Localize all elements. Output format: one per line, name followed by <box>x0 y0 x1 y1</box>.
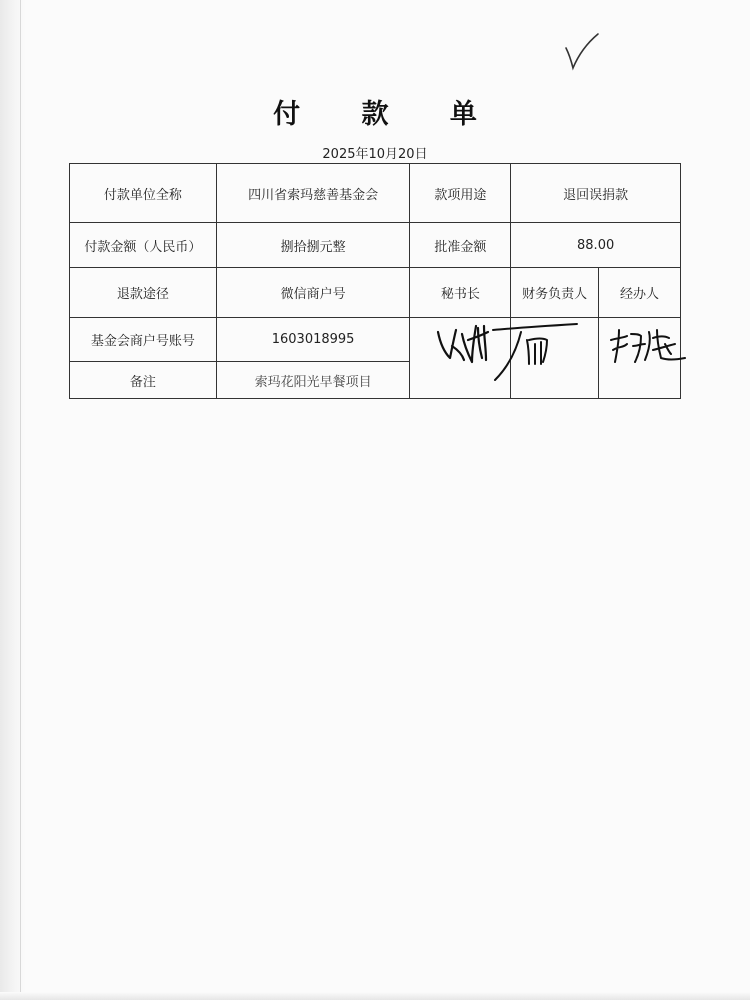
handler-label: 经办人 <box>599 268 681 318</box>
secretary-signature <box>428 318 510 388</box>
handler-signature <box>605 324 695 368</box>
table-row <box>70 318 681 362</box>
approved-label: 批准金额 <box>410 223 511 268</box>
secretary-label: 秘书长 <box>410 268 511 318</box>
remark-label: 备注 <box>70 362 217 399</box>
table-row <box>70 164 681 223</box>
purpose-value: 退回误捐款 <box>511 164 681 223</box>
amount-cn-label: 付款金额（人民币） <box>70 223 217 268</box>
refund-channel-value: 微信商户号 <box>216 268 410 318</box>
finance-signature-cell <box>511 318 599 399</box>
remark-value: 索玛花阳光早餐项目 <box>216 362 410 399</box>
secretary-signature-cell <box>410 318 511 399</box>
handler-signature-cell <box>599 318 681 399</box>
payment-table <box>69 163 681 399</box>
document-date: 2025年10月20日 <box>322 147 428 162</box>
account-value: 1603018995 <box>216 318 410 362</box>
table-row <box>70 268 681 318</box>
finance-label: 财务负责人 <box>511 268 599 318</box>
payer-label: 付款单位全称 <box>70 164 217 223</box>
account-label: 基金会商户号账号 <box>70 318 217 362</box>
checkmark-icon <box>560 30 610 75</box>
document-title: 付 款 单 <box>273 99 503 130</box>
scan-bottom-shadow <box>0 992 750 1000</box>
amount-cn-value: 捌拾捌元整 <box>216 223 410 268</box>
refund-channel-label: 退款途径 <box>70 268 217 318</box>
approved-value: 88.00 <box>511 223 681 268</box>
purpose-label: 款项用途 <box>410 164 511 223</box>
payer-value: 四川省索玛慈善基金会 <box>216 164 410 223</box>
table-row <box>70 223 681 268</box>
